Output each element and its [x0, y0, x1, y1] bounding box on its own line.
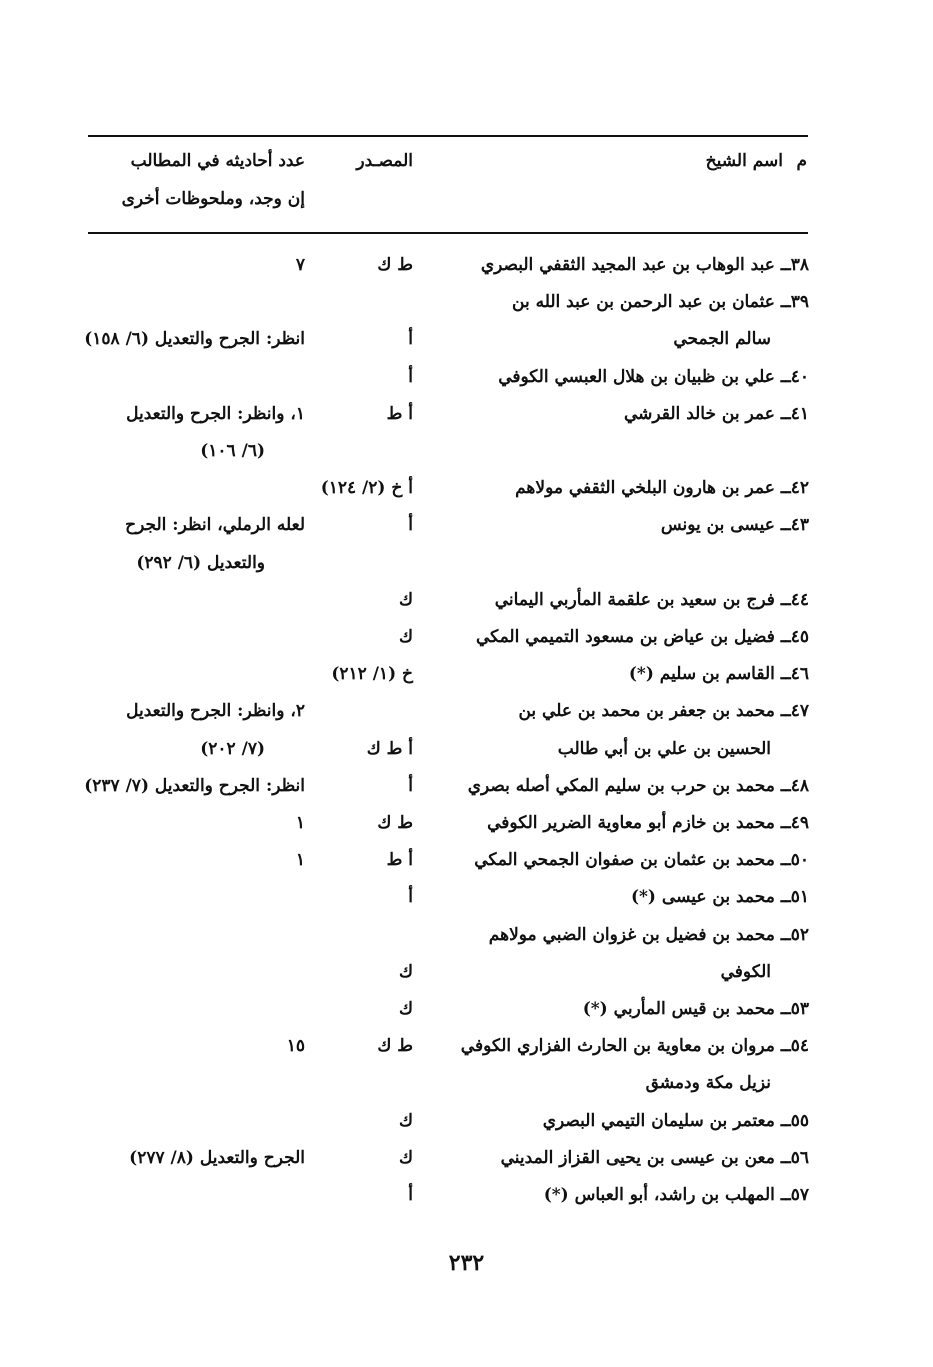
source-code: أ: [408, 1185, 413, 1205]
shaykh-name: الكوفي: [720, 962, 771, 982]
header-col-number: م: [796, 151, 807, 171]
hadith-count-note: انظر: الجرح والتعديل (٦/ ١٥٨): [84, 329, 305, 349]
shaykh-name: ٥٥ــ معتمر بن سليمان التيمي البصري: [542, 1111, 809, 1131]
hadith-count-note: ١: [295, 850, 305, 870]
source-code: ط ك: [377, 813, 413, 833]
page-number: ٢٣٢: [448, 1250, 485, 1276]
source-code: أ خ (٢/ ١٢٤): [320, 478, 413, 498]
shaykh-name: ٤٧ــ محمد بن جعفر بن محمد بن علي بن: [518, 701, 809, 721]
shaykh-name: ٤١ــ عمر بن خالد القرشي: [623, 404, 809, 424]
shaykh-name: ٤٣ــ عيسى بن يونس: [660, 515, 809, 535]
source-code: أ: [408, 515, 413, 535]
source-code: أ ط ك: [366, 739, 413, 759]
hadith-count-note: ١، وانظر: الجرح والتعديل: [126, 404, 305, 424]
shaykh-name: ٥١ــ محمد بن عيسى (*): [631, 887, 809, 907]
source-code: أ: [408, 367, 413, 387]
shaykh-name: نزيل مكة ودمشق: [645, 1073, 771, 1093]
source-code: ك: [398, 1111, 413, 1131]
shaykh-name: ٥٤ــ مروان بن معاوية بن الحارث الفزاري الكوفي: [460, 1036, 809, 1056]
header-col-notes-line2: إن وجد، وملحوظات أخرى: [121, 189, 305, 209]
shaykh-name: ٣٨ــ عبد الوهاب بن عبد المجيد الثقفي البصري: [480, 255, 809, 275]
header-col-notes-line1: عدد أحاديثه في المطالب: [130, 151, 305, 171]
shaykh-name: ٥٠ــ محمد بن عثمان بن صفوان الجمحي المكي: [474, 850, 809, 870]
shaykh-name: الحسين بن علي بن أبي طالب: [557, 739, 771, 759]
source-code: ط ك: [377, 255, 413, 275]
hadith-count-note: ٢، وانظر: الجرح والتعديل: [126, 701, 305, 721]
shaykh-name: ٤٦ــ القاسم بن سليم (*): [628, 664, 809, 684]
source-code: ك: [398, 590, 413, 610]
header-bottom-rule: [88, 232, 808, 234]
shaykh-name: سالم الجمحي: [673, 329, 771, 349]
shaykh-name: ٤٢ــ عمر بن هارون البلخي الثقفي مولاهم: [515, 478, 809, 498]
source-code: أ: [408, 329, 413, 349]
source-code: أ ط: [386, 404, 413, 424]
hadith-count-note: ٧: [295, 255, 305, 275]
hadith-count-note: ١: [295, 813, 305, 833]
hadith-count-note: (٧/ ٢٠٢): [200, 739, 265, 759]
hadith-count-note: ١٥: [286, 1036, 305, 1056]
hadith-count-note: (٦/ ١٠٦): [200, 441, 265, 461]
shaykh-name: ٤٥ــ فضيل بن عياض بن مسعود التميمي المكي: [476, 627, 809, 647]
header-top-rule: [88, 135, 808, 137]
source-code: ك: [398, 999, 413, 1019]
shaykh-name: ٥٢ــ محمد بن فضيل بن غزوان الضبي مولاهم: [488, 925, 809, 945]
hadith-count-note: والتعديل (٦/ ٢٩٢): [136, 553, 265, 573]
source-code: ك: [398, 1148, 413, 1168]
shaykh-name: ٤٨ــ محمد بن حرب بن سليم المكي أصله بصري: [467, 776, 809, 796]
source-code: ط ك: [377, 1036, 413, 1056]
hadith-count-note: انظر: الجرح والتعديل (٧/ ٢٣٧): [84, 776, 305, 796]
source-code: ك: [398, 627, 413, 647]
shaykh-name: ٥٦ــ معن بن عيسى بن يحيى القزاز المديني: [500, 1148, 809, 1168]
source-code: أ: [408, 776, 413, 796]
shaykh-name: ٥٧ــ المهلب بن راشد، أبو العباس (*): [543, 1185, 809, 1205]
header-col-name: اسم الشيخ: [705, 151, 783, 171]
source-code: أ: [408, 887, 413, 907]
hadith-count-note: لعله الرملي، انظر: الجرح: [125, 515, 305, 535]
shaykh-name: ٥٣ــ محمد بن قيس المأربي (*): [582, 999, 809, 1019]
source-code: خ (١/ ٢١٢): [331, 664, 413, 684]
header-col-source: المصـدر: [356, 151, 413, 171]
shaykh-name: ٤٩ــ محمد بن خازم أبو معاوية الضرير الكوفي: [487, 813, 809, 833]
hadith-count-note: الجرح والتعديل (٨/ ٢٧٧): [129, 1148, 305, 1168]
shaykh-name: ٤٠ــ علي بن ظبيان بن هلال العبسي الكوفي: [498, 367, 809, 387]
source-code: ك: [398, 962, 413, 982]
shaykh-name: ٤٤ــ فرج بن سعيد بن علقمة المأربي اليماني: [494, 590, 809, 610]
source-code: أ ط: [386, 850, 413, 870]
shaykh-name: ٣٩ــ عثمان بن عبد الرحمن بن عبد الله بن: [512, 292, 809, 312]
